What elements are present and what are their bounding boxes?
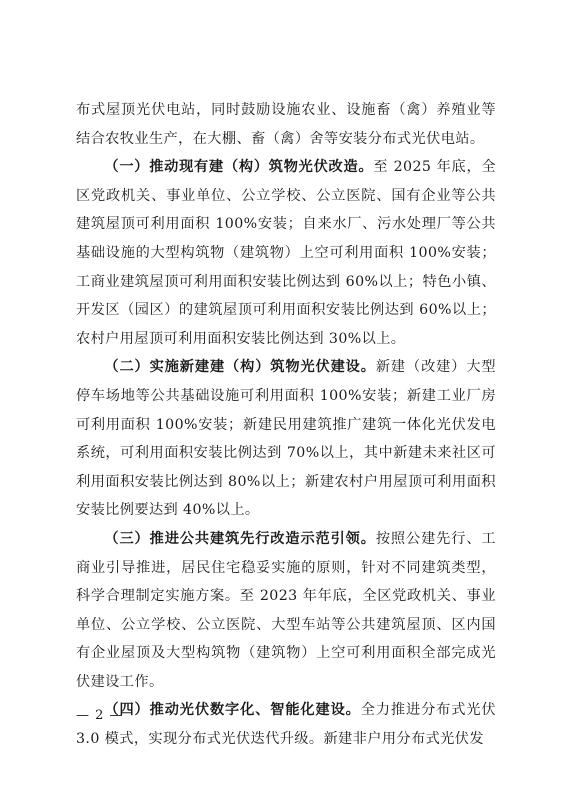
paragraph-1-heading: （一）推动现有建（构）筑物光伏改造。	[104, 159, 374, 176]
paragraph-1	[76, 153, 496, 353]
paragraph-2-heading: （二）实施新建建（构）筑物光伏建设。	[104, 359, 376, 376]
paragraph-2	[76, 353, 496, 525]
paragraph-4-heading: （四）推动光伏数字化、智能化建设。	[104, 702, 361, 719]
paragraph-3-text: 按照公建先行、工商业引导推进，居民住宅稳妥实施的原则，针对不同建筑类型，科学合理制定实施方案。至 2023 年年底，全区党政机关、事业单位、公立学校、公立医院、大型车站等公共建筑屋顶、区内国有企业屋顶及大型构筑物（建筑物）上空可利用面积全部完成光伏建设工作。	[76, 530, 496, 690]
paragraph-4-text: 全力推进分布式光伏 3.0 模式，实现分布式光伏迭代升级。新建非户用分布式光伏发	[76, 702, 496, 748]
page-number: — 2 —	[76, 708, 124, 723]
document-body	[76, 96, 496, 754]
paragraph-0	[76, 96, 496, 153]
paragraph-2-text: 新建（改建）大型停车场地等公共基础设施可利用面积 100%安装；新建工业厂房可利用面积 100%安装；新建民用建筑推广建筑一体化光伏发电系统，可利用面积安装比例达到 70%以上，其中新建未来社区可利用面积安装比例达到 80%以上；新建农村户用屋顶可利用面积安装比例要达到 40%以上。	[76, 359, 496, 519]
paragraph-4	[76, 696, 496, 753]
paragraph-0-text: 布式屋顶光伏电站，同时鼓励设施农业、设施畜（禽）养殖业等结合农牧业生产，在大棚、畜（禽）舍等安装分布式光伏电站。	[76, 102, 496, 147]
paragraph-3-heading: （三）推进公共建筑先行改造示范引领。	[104, 530, 376, 547]
paragraph-3	[76, 525, 496, 697]
paragraph-1-text: 至 2025 年底，全区党政机关、事业单位、公立学校、公立医院、国有企业等公共建筑屋顶可利用面积 100%安装；自来水厂、污水处理厂等公共基础设施的大型构筑物（建筑物）上空可利用面积 100%安装；工商业建筑屋顶可利用面积安装比例达到 60%以上；特色小镇、开发区（园区）的建筑屋顶可利用面积安装比例达到 60%以上；农村户用屋顶可利用面积安装比例达到 30%以上。	[76, 159, 496, 347]
